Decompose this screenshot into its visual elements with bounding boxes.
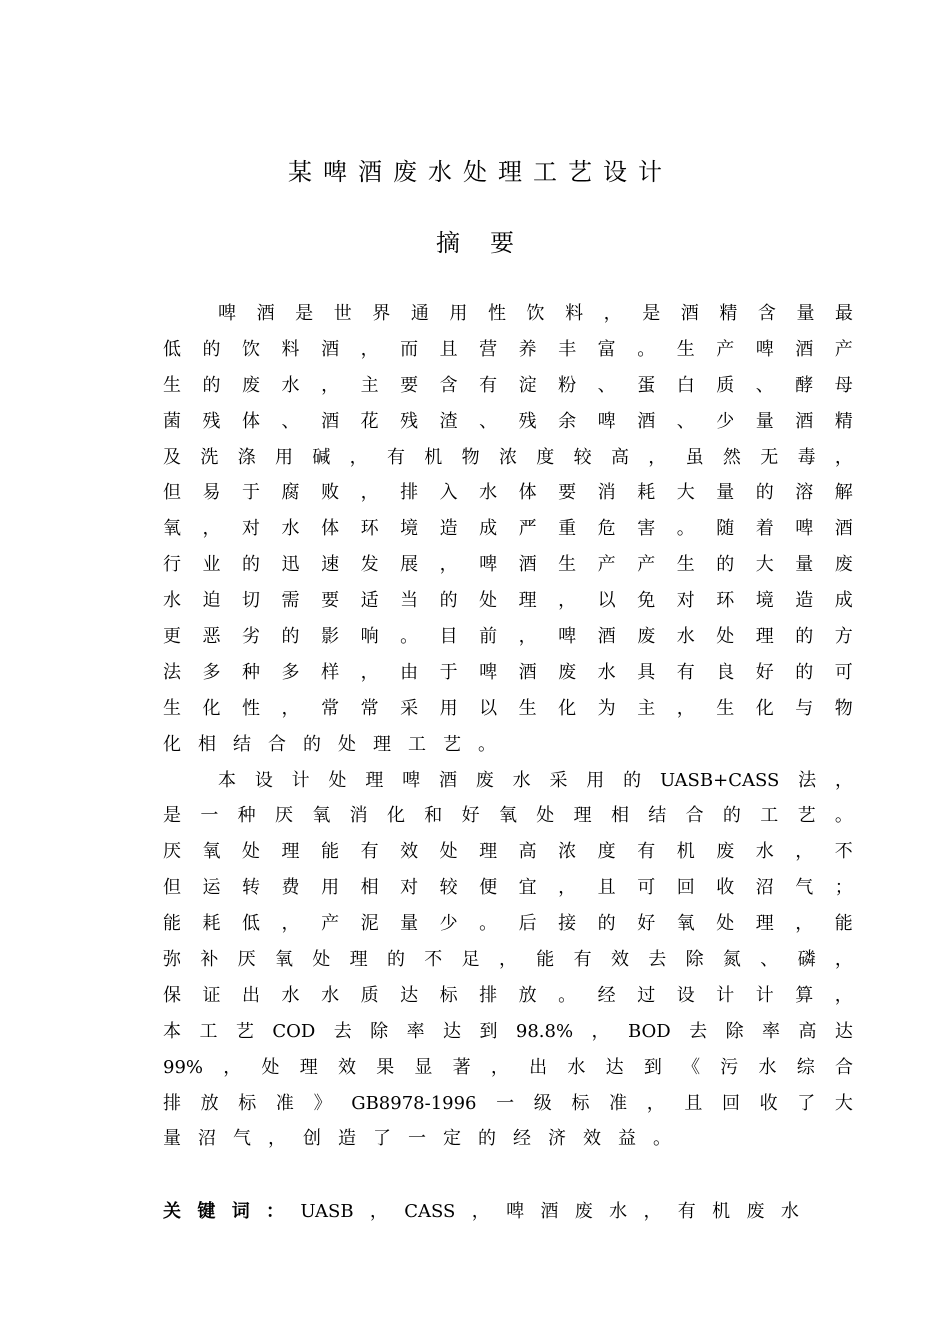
abstract-line: 本 工 艺 COD 去 除 率 达 到 98.8% ， BOD 去 除 率 高 达 bbox=[163, 1020, 853, 1042]
abstract-line: 水 迫 切 需 要 适 当 的 处 理 ， 以 免 对 环 境 造 成 bbox=[163, 590, 853, 612]
abstract-line: 弥 补 厌 氧 处 理 的 不 足 ， 能 有 效 去 除 氮 、 磷 ， bbox=[163, 949, 853, 971]
keyword-item: ， bbox=[369, 1201, 388, 1222]
keyword-item: ， bbox=[471, 1201, 490, 1222]
abstract-line: 氧 ， 对 水 体 环 境 造 成 严 重 危 害 。 随 着 啤 酒 bbox=[163, 518, 853, 540]
abstract-line: 及 洗 涤 用 碱 ， 有 机 物 浓 度 较 高 ， 虽 然 无 毒 ， bbox=[163, 446, 853, 468]
abstract-line: 厌 氧 处 理 能 有 效 处 理 高 浓 度 有 机 废 水 ， 不 bbox=[163, 841, 853, 863]
abstract-line: 更 恶 劣 的 影 响 。 目 前 ， 啤 酒 废 水 处 理 的 方 bbox=[163, 626, 853, 648]
keyword-item: 机 bbox=[712, 1201, 731, 1222]
abstract-line: 是 一 种 厌 氧 消 化 和 好 氧 处 理 相 结 合 的 工 艺 。 bbox=[163, 805, 853, 827]
abstract-line: 99% ， 处 理 效 果 显 著 ， 出 水 达 到 《 污 水 综 合 bbox=[163, 1056, 853, 1078]
keyword-item: 废 bbox=[746, 1201, 765, 1222]
abstract-line: 但 易 于 腐 败 ， 排 入 水 体 要 消 耗 大 量 的 溶 解 bbox=[163, 482, 853, 504]
keywords-line bbox=[163, 1194, 799, 1230]
keyword-item: 废 bbox=[574, 1201, 593, 1222]
abstract-line: 生 化 性 ， 常 常 采 用 以 生 化 为 主 ， 生 化 与 物 bbox=[163, 697, 853, 719]
abstract-body bbox=[163, 296, 853, 1157]
keyword-item: 水 bbox=[609, 1201, 628, 1222]
abstract-line: 本 设 计 处 理 啤 酒 废 水 采 用 的 UASB+CASS 法 ， bbox=[218, 769, 853, 791]
keywords-label: 键 bbox=[197, 1201, 216, 1222]
abstract-line: 生 的 废 水 ， 主 要 含 有 淀 粉 、 蛋 白 质 、 酵 母 bbox=[163, 374, 853, 396]
abstract-line: 能 耗 低 ， 产 泥 量 少 。 后 接 的 好 氧 处 理 ， 能 bbox=[163, 913, 853, 935]
document-title: 某啤酒废水处理工艺设计 bbox=[288, 158, 673, 186]
abstract-line: 排 放 标 准 》 GB8978-1996 一 级 标 准 ， 且 回 收 了 大 bbox=[163, 1092, 853, 1114]
abstract-line: 但 运 转 费 用 相 对 较 便 宜 ， 且 可 回 收 沼 气 ； bbox=[163, 877, 853, 899]
abstract-line: 啤 酒 是 世 界 通 用 性 饮 料 ， 是 酒 精 含 量 最 bbox=[218, 303, 853, 324]
keyword-item: 有 bbox=[677, 1201, 696, 1222]
abstract-line: 法 多 种 多 样 ， 由 于 啤 酒 废 水 具 有 良 好 的 可 bbox=[163, 661, 853, 683]
keyword-item: UASB bbox=[300, 1201, 354, 1222]
abstract-line: 保 证 出 水 水 质 达 标 排 放 。 经 过 设 计 计 算 ， bbox=[163, 984, 853, 1006]
keyword-item: CASS bbox=[404, 1201, 456, 1222]
abstract-line: 低 的 饮 料 酒 ， 而 且 营 养 丰 富 。 生 产 啤 酒 产 bbox=[163, 338, 853, 360]
abstract-line: 量 沼 气 ， 创 造 了 一 定 的 经 济 效 益 。 bbox=[163, 1128, 671, 1150]
keywords-label: 词 bbox=[231, 1201, 250, 1222]
keyword-item: ， bbox=[643, 1201, 662, 1222]
keywords-label: ： bbox=[266, 1201, 285, 1222]
abstract-line: 行 业 的 迅 速 发 展 ， 啤 酒 生 产 产 生 的 大 量 废 bbox=[163, 554, 853, 576]
keywords-label: 关 bbox=[163, 1201, 181, 1222]
keyword-item: 酒 bbox=[540, 1201, 559, 1222]
keyword-item: 水 bbox=[780, 1201, 799, 1222]
abstract-heading: 摘要 bbox=[436, 229, 544, 257]
abstract-line: 菌 残 体 、 酒 花 残 渣 、 残 余 啤 酒 、 少 量 酒 精 bbox=[163, 410, 853, 432]
abstract-line: 化 相 结 合 的 处 理 工 艺 。 bbox=[163, 733, 496, 755]
keyword-item: 啤 bbox=[506, 1201, 525, 1222]
